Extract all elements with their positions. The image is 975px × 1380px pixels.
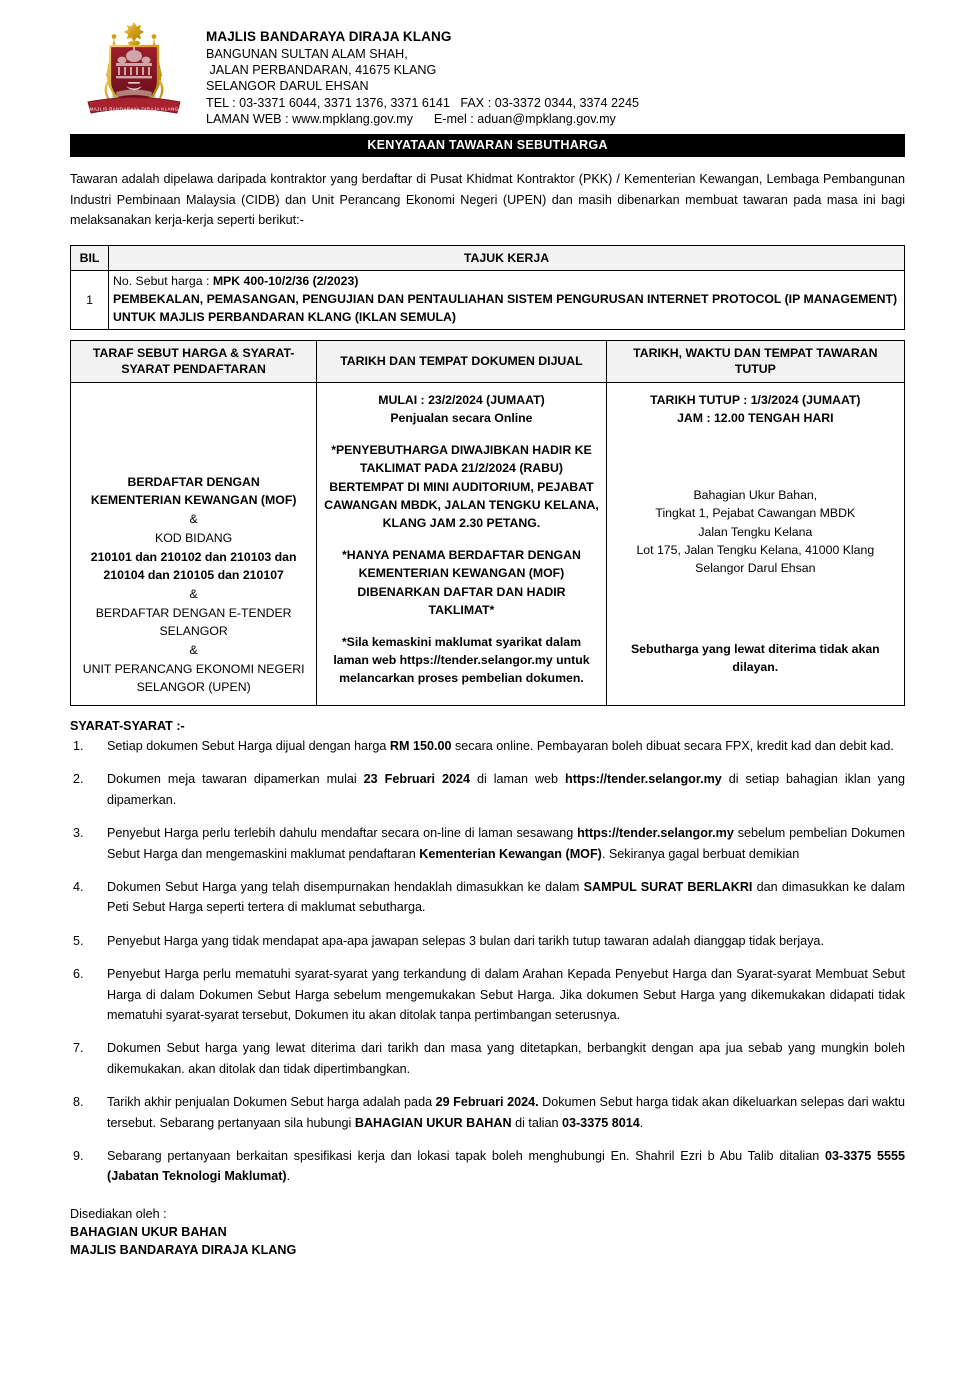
condition-item [70,964,905,1025]
prepared-by-label: Disediakan oleh : [70,1206,167,1221]
condition-text [107,772,905,806]
condition-item [70,736,905,756]
condition-plain: di laman web [470,772,566,787]
closing-address-line-1: Bahagian Ukur Bahan, [693,487,818,502]
condition-plain: sebelum pembelian Dokumen Sebut Harga dan mengemaskini maklumat pendaftaran [107,826,905,861]
condition-item [70,1038,905,1079]
condition-text [107,934,824,948]
condition-text [107,826,905,860]
condition-plain: Dokumen meja tawaran dipamerkan mulai [107,772,364,787]
condition-item [70,1146,905,1187]
condition-number: 3. [73,826,84,841]
condition-plain: Penyebut Harga perlu terlebih dahulu mendaftar secara on-line di laman sesawang [107,826,578,841]
company-update-notice: *Sila kemaskini maklumat syarikat dalam laman web https://tender.selangor.my untuk melancarkan proses pembelian dokumen. [333,634,590,686]
work-table [70,245,905,330]
reg-amp-1: & [189,512,198,527]
work-row-number: 1 [71,270,109,329]
reg-line-5: 210104 dan 210105 dan 210107 [103,568,284,583]
column-header-tarikh-tempat-dijual: TARIKH DAN TEMPAT DOKUMEN DIJUAL [317,340,606,382]
column-header-taraf-syarat: TARAF SEBUT HARGA & SYARAT-SYARAT PENDAFTARAN [71,340,317,382]
condition-number: 4. [73,879,84,894]
condition-plain: Setiap dokumen Sebut Harga dijual dengan harga [107,739,390,754]
address-line-2: JALAN PERBANDARAN, 41675 KLANG [206,62,437,77]
sale-start-date: MULAI : 23/2/2024 (JUMAAT) [378,392,545,407]
closing-details-cell [606,382,904,705]
conditions-list [70,736,905,1187]
reg-line-8: UNIT PERANCANG EKONOMI NEGERI [82,661,305,676]
reg-line-2: KEMENTERIAN KEWANGAN (MOF) [90,493,297,508]
condition-number: 6. [73,967,84,982]
condition-plain: di setiap bahagian iklan yang dipamerkan. [107,772,905,807]
condition-emphasis: 03-3375 5555 (Jabatan Teknologi Maklumat) [107,1148,905,1184]
document-sale-cell [317,382,606,705]
condition-plain: . Sekiranya gagal berbuat demikian [601,846,800,861]
closing-address-line-2: Tingkat 1, Pejabat Cawangan MBDK [655,506,856,521]
condition-text [107,967,905,1022]
reg-amp-3: & [189,642,198,657]
quote-number-line [113,273,900,291]
reg-amp-2: & [189,586,198,601]
quote-number-label: No. Sebut harga : [113,273,213,288]
condition-emphasis: https://tender.selangor.my [577,826,734,841]
work-row-details [109,270,905,329]
notice-banner-title: KENYATAAN TAWARAN SEBUTHARGA [70,134,905,157]
condition-emphasis: 23 Februari 2024 [363,772,470,787]
detail-table [70,340,905,706]
condition-text [107,739,894,753]
web-email-line: LAMAN WEB : www.mpklang.gov.my E-mel : aduan@mpklang.gov.my [206,111,616,126]
organisation-details [206,18,639,127]
council-crest-logo [78,18,190,120]
detail-table-body-row [71,382,905,705]
quote-number-value: MPK 400-10/2/36 (2/2023) [212,273,359,288]
condition-plain: Dokumen Sebut harga yang lewat diterima dari tarikh dan masa yang ditetapkan, berbangkit dengan apa jua sebab yang mungkin boleh dikemukakan. akan ditolak dan tidak dipertimbangkan. [107,1041,905,1076]
condition-number: 1. [73,739,84,754]
reg-line-4: 210101 dan 210102 dan 210103 dan [90,549,297,564]
registration-requirements-cell [71,382,317,705]
condition-plain: Penyebut Harga yang tidak mendapat apa-apa jawapan selepas 3 bulan dari tarikh tutup tawaran adalah dianggap tidak berjaya. [107,933,824,948]
column-header-tarikh-tutup: TARIKH, WAKTU DAN TEMPAT TAWARAN TUTUP [606,340,904,382]
closing-time: JAM : 12.00 TENGAH HARI [677,411,834,426]
mof-only-notice: *HANYA PENAMA BERDAFTAR DENGAN KEMENTERIAN KEWANGAN (MOF) DIBENARKAN DAFTAR DAN HADIR TAKLIMAT* [342,547,581,618]
reg-line-9: SELANGOR (UPEN) [136,680,251,695]
condition-plain: Dokumen Sebut Harga yang telah disempurnakan hendaklah dimasukkan ke dalam [107,879,584,894]
letterhead [0,0,975,127]
condition-emphasis: 03-3375 8014 [561,1115,640,1130]
reg-line-7: SELANGOR [159,624,228,639]
condition-text [107,1095,905,1129]
condition-plain: Dokumen Sebut harga tidak akan dikeluarkan selepas dari waktu tersebut. Sebarang pertanyaan sila hubungi [107,1095,906,1130]
condition-plain: . [286,1169,291,1184]
condition-item [70,769,905,810]
prepared-by-authority: MAJLIS BANDARAYA DIRAJA KLANG [70,1242,297,1257]
condition-emphasis: SAMPUL SURAT BERLAKRI [583,879,753,894]
condition-emphasis: BAHAGIAN UKUR BAHAN [354,1115,512,1130]
column-header-bil: BIL [71,245,109,270]
condition-plain: Sebarang pertanyaan berkaitan spesifikasi kerja dan lokasi tapak boleh menghubungi En. Shahril Ezri b Abu Talib ditalian [107,1148,825,1163]
briefing-notice: *PENYEBUTHARGA DIWAJIBKAN HADIR KE TAKLIMAT PADA 21/2/2024 (RABU) BERTEMPAT DI MINI AUDITORIUM, PEJABAT CAWANGAN MBDK, JALAN TENGKU KELANA, KLANG JAM 2.30 PETANG. [324,442,599,531]
condition-number: 9. [73,1148,84,1163]
condition-plain: secara online. Pembayaran boleh dibuat secara FPX, kredit kad dan debit kad. [451,739,894,754]
condition-number: 2. [73,772,84,787]
contact-line: TEL : 03-3371 6044, 3371 1376, 3371 6141 FAX : 03-3372 0344, 3374 2245 [206,95,639,110]
condition-number: 8. [73,1095,84,1110]
conditions-heading: SYARAT-SYARAT :- [70,719,185,734]
reg-line-1: BERDAFTAR DENGAN [127,474,260,489]
closing-address-line-3: Jalan Tengku Kelana [698,524,813,539]
column-header-tajuk-kerja: TAJUK KERJA [109,245,905,270]
crest-banner-text: MAJLIS BANDARAYA DIRAJA KLANG [89,106,179,112]
sale-mode: Penjualan secara Online [390,411,533,426]
condition-plain: di talian [511,1115,562,1130]
condition-text [107,1041,905,1075]
closing-address-line-5: Selangor Darul Ehsan [695,561,816,576]
intro-paragraph: Tawaran adalah dipelawa daripada kontraktor yang berdaftar di Pusat Khidmat Kontraktor (PKK) / Kementerian Kewangan, Lembaga Pembangunan Industri Pembinaan Malaysia (CIDB) dan Unit Perancang Ekonomi Negeri (UPEN) dan masih dibenarkan membuat tawaran pada masa ini bagi melaksanakan kerja-kerja seperti berikut:- [70,172,905,228]
table-row [71,270,905,329]
condition-text [107,1149,905,1183]
condition-item [70,1092,905,1133]
condition-number: 7. [73,1041,84,1056]
work-table-header-row [71,245,905,270]
condition-plain: dan dimasukkan ke dalam Peti Sebut Harga seperti tertera di maklumat sebutharga. [107,879,905,915]
late-submission-notice: Sebutharga yang lewat diterima tidak akan dilayan. [630,641,880,675]
reg-line-6: BERDAFTAR DENGAN E-TENDER [95,605,292,620]
condition-plain: . [639,1115,644,1130]
condition-emphasis: https://tender.selangor.my [565,772,722,787]
closing-date: TARIKH TUTUP : 1/3/2024 (JUMAAT) [650,392,861,407]
address-line-1: BANGUNAN SULTAN ALAM SHAH, [206,46,408,61]
closing-address-line-4: Lot 175, Jalan Tengku Kelana, 41000 Klang [636,542,875,557]
condition-item [70,931,905,951]
condition-emphasis: Kementerian Kewangan (MOF) [419,846,602,861]
work-title: PEMBEKALAN, PEMASANGAN, PENGUJIAN DAN PENTAULIAHAN SISTEM PENGURUSAN INTERNET PROTOCOL (IP MANAGEMENT) UNTUK MAJLIS PERBANDARAN KLANG (IKLAN SEMULA) [113,291,898,324]
condition-emphasis: RM 150.00 [389,739,452,754]
condition-plain: Penyebut Harga perlu mematuhi syarat-syarat yang terkandung di dalam Arahan Kepada Penyebut Harga dan Syarat-syarat Membuat Sebut Harga di dalam Dokumen Sebut Harga sebelum mengemukakan Sebut Harga. Jika dokumen Sebut Harga yang dikemukakan didapati tidak mematuhi syarat-syarat tersebut, Dokumen itu akan ditolak tanpa pertimbangan seterusnya. [107,967,905,1022]
detail-table-header-row [71,340,905,382]
condition-emphasis: 29 Februari 2024. [435,1095,539,1110]
condition-number: 5. [73,933,84,948]
prepared-by-department: BAHAGIAN UKUR BAHAN [70,1224,227,1239]
condition-plain: Tarikh akhir penjualan Dokumen Sebut harga adalah pada [107,1095,436,1110]
organisation-name: MAJLIS BANDARAYA DIRAJA KLANG [206,29,452,44]
condition-item [70,823,905,864]
reg-line-3: KOD BIDANG [155,530,233,545]
signoff-block [70,1205,905,1259]
address-line-3: SELANGOR DARUL EHSAN [206,79,369,94]
condition-text [107,880,905,914]
condition-item [70,877,905,918]
